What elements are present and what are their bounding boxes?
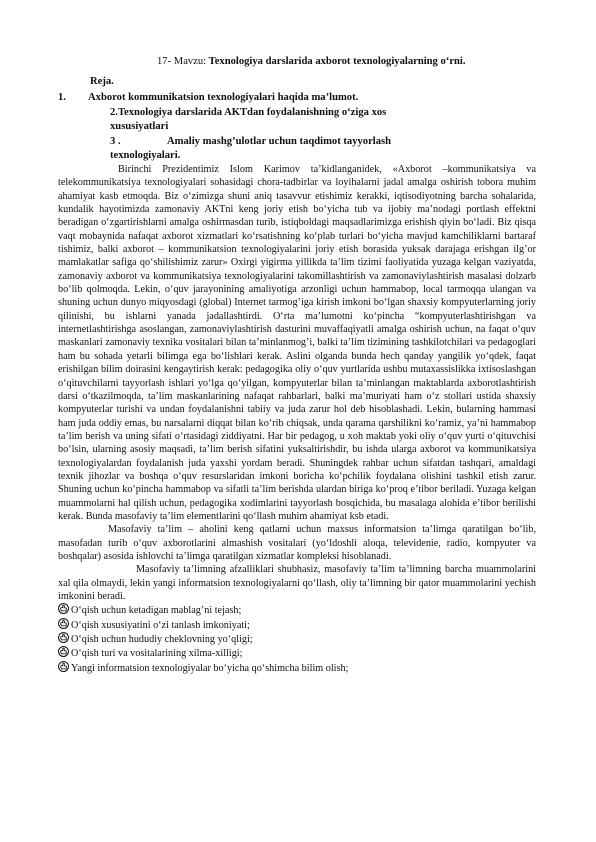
plan-item-3-line-2: texnologiyalari. [110,150,181,161]
page-title [0,56,596,67]
topic-text: Texnologiya darslarida axborot texnologiyalarning o‘rni. [206,56,466,67]
plan-item-1 [58,92,358,103]
plan-item-text: Axborot kommunikatsion texnologiyalari haqida ma’lumot. [88,92,359,103]
pointing-hand-icon [58,618,69,629]
pointing-hand-icon [58,646,69,657]
list-item [58,646,536,660]
topic-label: 17- Mavzu: [157,56,207,67]
paragraph: Birinchi Prezidentimiz Islom Karimov ta’kidlanganidek, «Axborot –kommunikatsiya va telekommunikatsiya texnologiyalari sohasidagi chora-tadbirlar va loyihalarni jadal amalga oshirish tobora muhim ahamiyat kasb etmoqda. Biz o‘zimizga shuni aniq tasavvur etishimiz kerakki, iqtisodiyotning barcha sohalarida, kundalik hayotimizda zamonaviy AKTni keng joriy etish bo‘yicha tub va ijobiy ma’nodagi portlash effektni beradigan o‘zgartirishlarni amalga oshirmasdan turib, istiqboldagi maqsadlarimizga erishish qiyin bo‘ladi. Biz qisqa vaqt mobaynida nafaqat axborot xizmatlari ko‘rsatishning ko‘plab turlari bo‘yicha mavjud kamchiliklarni bartaraf tishimiz, balki axborot – kommunikatsion texnologiyalarini joriy etish borasida yuksak darajaga erishgan ilg’or mamlakatlar safiga qo‘shilishimiz zarur» Oxirgi yigirma yillikda ta’lim tizimi faoliyatida yuzaga kelgan vaziyatda, zamonaviy axborot va kommunikatsiya texnologiyalarini takomillashtirish va zamonaviylashtirish masalasi dolzarb bo‘lib qolmoqda. Lekin, o‘quv jarayonining amaliyotiga arzonligi uchun hammabop, local tarmoqqa ulangan va shuning uchun dunyo miqyosdagi (global) Internet tarmog’iga kirish imkoni bo‘lgan shaxsiy kompyuterlarning joriy qilinishi, bu ishlarni yanada jadallashtirdi. O‘rta ma’lumotni ko‘pincha “kompyuterlashtirishgan va internetlashtirishga asoslangan, zamonaviylashtirish dasturini muvaffaqiyatli amalga oshirish uchun, na faqat o‘quv maskanlari zamonaviy texnika vositalari bilan ta’minlanmog’i, balki ta’lim tizimining tashkilotchilari va pedagoglari ham bu sohada yetarli bilimga ega bo‘lishlari kerak. Aslini olganda bunda hech qanday yangilik yo‘qdek, faqat erishilgan bilim doirasini kengaytirish kerak: pedagogika oliy o‘quv yurtlarida ushbu mutaxassislikka ixtisoslashgan o‘qituvchilarni tayyorlash ishlari yo‘lga qo‘yilgan, kompyuterlar bilan ta’minlangan maktablarda axborotlashtirish darsi o‘tkazilmoqda, ta’lim maskanlarining nafaqat rahbarlari, balki ma’muriyati ham o‘z stollari ustida shaxsiy kompyuterlar turishi va undan foydalanishni tabiiy va juda zarur hol deb hisoblashadi. Lekin, bularning hammasi ham juda oddiy emas, bu narsalarni diqqat bilan ko‘rib chiqsak, unda qarama qarshilikni ko‘ramiz, ya’ni hammabop ta’lim berish va uning sifati o‘rtasidagi ziddiyatni. Har bir pedagog, u xoh maktab yoki oliy o‘quv yurti o‘qituvchisi bo‘lsin, ularning asosiy maqsadi, ta’lim berish sifatini yuksaltirishdir, bu ishda ularga axborot va kommunikatsiya texnologiyalardan foydalanish juda yaxshi yordam beradi. Shuningdek rahbar uchun sifatdan tashqari, amaldagi texnik jihozlar va boshqa o‘quv resurslaridan imkoni boricha ko‘pchilik foydalana olishini tashkil etish zarur. Shuning uchun ko‘pincha hammabop va sifatli ta’lim berishda ulardan biriga ko‘proq e’tibor beriladi. Yuzaga kelgan muammolarni hal qilish uchun, pedagogika xodimlarini tayyorlash bosqichida, bu masalaga alohida e’tibor berilishi kerak. Bunda masofaviy ta’lim elementlarini qo‘llash muhim ahamiyat ksb etadi. [58,164,536,522]
list-item-text: O‘qish xususiyatini o‘zi tanlash imkoniyati; [71,619,250,631]
advantages-list [58,603,536,675]
pointing-hand-icon [58,632,69,643]
pointing-hand-icon [58,603,69,614]
list-item [58,661,536,675]
list-item-text: O‘qish turi va vositalarining xilma-xilligi; [71,648,243,660]
paragraph: Masofaviy ta’limning afzalliklari shubhasiz, masofaviy ta’lim ta’limning barcha muammolarini xal qila olmaydi, lekin yangi informatsion texnologiyalarni qo‘llash, oliy ta’limning bir qator muammolarini yechish imkonini beradi. [58,564,536,602]
plan-item-text: Amaliy mashg’ulotlar uchun taqdimot tayyorlash [167,136,392,147]
paragraph: Masofaviy ta’lim – aholini keng qatlami uchun maxsus informatsion ta’limga qaratilgan bo‘lib, masofadan turib o‘quv axborotlarini almashish vositalari (yo‘ldoshli aloqa, televidenie, radio, kompyuter va boshqalar) asosida ishlovchi ta’limga qaratilgan xizmatlar kompleksi hisoblanadi. [58,524,536,562]
pointing-hand-icon [58,661,69,672]
list-item-text: O‘qish uchun hududiy cheklovning yo‘qligi; [71,634,253,646]
plan-item-3-line-1 [110,136,391,149]
plan-item-2-line-2: xususiyatlari [110,121,169,132]
plan-item-number: 3 . [110,136,121,147]
plan-heading: Reja. [90,76,114,87]
plan-item-number: 1. [58,92,66,103]
list-item-text: O‘qish uchun ketadigan mablag’ni tejash; [71,605,242,617]
plan-item-2-line-1: 2.Texnologiya darslarida AKTdan foydalanishning o‘ziga xos [110,107,387,118]
list-item-text: Yangi informatsion texnologiyalar bo‘yicha qo‘shimcha bilim olish; [71,662,349,674]
list-item [58,603,536,617]
list-item [58,632,536,646]
list-item [58,618,536,632]
document-body [58,163,536,675]
